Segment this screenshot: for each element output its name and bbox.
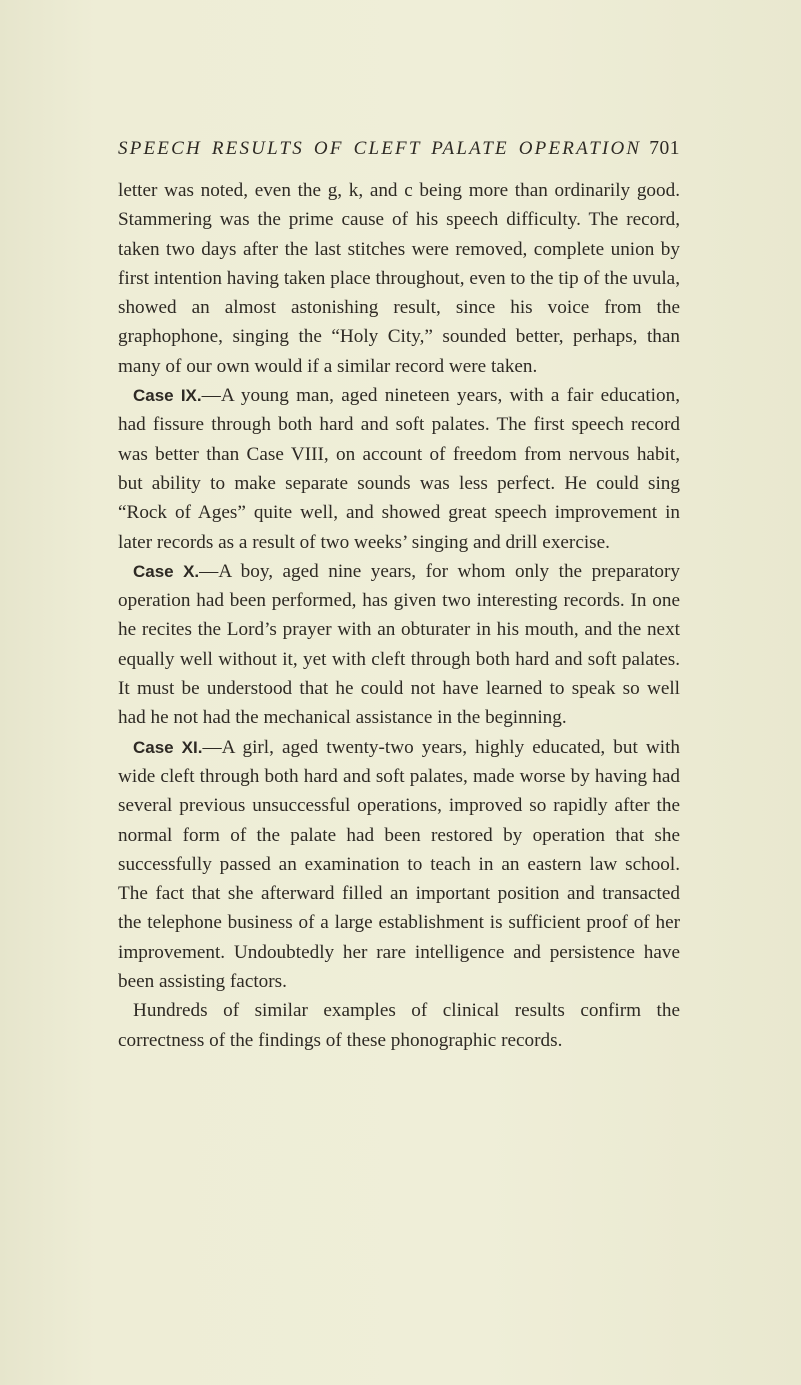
case-label: Case X. bbox=[133, 561, 200, 581]
case-label: Case IX. bbox=[133, 386, 202, 406]
paragraph-text: —A young man, aged nineteen years, with a fair education, had fissure through both hard and soft palates. The first speech record was better than Case VIII, on account of freedom from nervous habit, but ability to make separate sounds was less perfect. He could sing “Rock of Ages” quite well, and showed great speech improvement in later records as a result of two weeks’ singing and drill exercise. bbox=[118, 385, 680, 553]
page-number: 701 bbox=[649, 138, 680, 159]
paragraph-text: Hundreds of similar examples of clinical results confirm the correctness of the findings of these phonographic records. bbox=[118, 1000, 680, 1051]
paragraph-conclusion bbox=[118, 996, 680, 1055]
paragraph-text: —A boy, aged nine years, for whom only the preparatory operation had been performed, has given two interesting records. In one he recites the Lord’s prayer with an obturater in his mouth, and the next equally well without it, yet with cleft through both hard and soft palates. It must be understood that he could not have learned to speak so well had he not had the mechanical assistance in the beginning. bbox=[118, 560, 680, 729]
case-label: Case XI. bbox=[133, 737, 203, 757]
page-header bbox=[118, 138, 680, 164]
paragraph-text: letter was noted, even the g, k, and c being more than ordinarily good. Stammering was the prime cause of his speech difficulty. The record, taken two days after the last stitches were removed, complete union by first intention having taken place throughout, even to the tip of the uvula, showed an almost astonishing result, since his voice from the graphophone, singing the “Holy City,” sounded better, perhaps, than many of our own would if a similar record were taken. bbox=[118, 180, 680, 377]
paragraph-continued bbox=[118, 176, 680, 381]
paragraph-case-ix bbox=[118, 381, 680, 557]
paragraph-case-xi bbox=[118, 733, 680, 997]
paragraph-text: —A girl, aged twenty-two years, highly educated, but with wide cleft through both hard and soft palates, made worse by having had several previous unsuccessful operations, improved so rapidly after the normal form of the palate had been restored by operation that she successfully passed an examination to teach in an eastern law school. The fact that she afterward filled an important position and transacted the telephone business of a large establishment is sufficient proof of her improvement. Undoubtedly her rare intelligence and persistence have been assisting factors. bbox=[118, 736, 680, 993]
body-text bbox=[118, 176, 680, 1055]
running-title: SPEECH RESULTS OF CLEFT PALATE OPERATION bbox=[118, 138, 642, 159]
paragraph-case-x bbox=[118, 557, 680, 733]
